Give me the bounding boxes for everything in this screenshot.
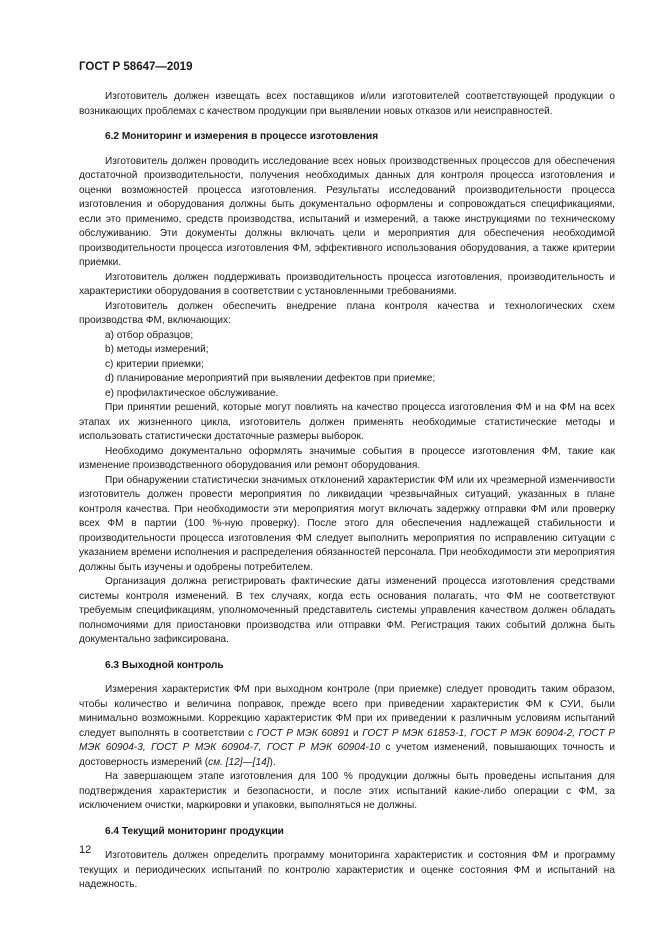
text-run: Измерения характеристик ФМ при выходном контроле (при приемке) следует проводить таким образом, чтобы количество и величина поправок, прежде всего при приведении характеристик ФМ к СУИ, были минимально возможными. Коррекцию характеристик ФМ при их приведении к различным условиям испытаний следует выполнять в соответствии с — [79, 684, 615, 739]
paragraph: При принятии решений, которые могут повлиять на качество процесса изготовления ФМ и на ФМ на всех этапах их жизненного цикла, изготовитель должен применять необходимые статистические методы и использовать статистически достаточные размеры выборок. — [79, 402, 615, 442]
text-run: с учетом изменений, повышающих точность и достоверность измерений ( — [79, 742, 615, 768]
section-6-3-heading: 6.3 Выходной контроль — [105, 659, 224, 671]
section-6-4-heading: 6.4 Текущий мониторинг продукции — [105, 825, 284, 837]
text-run: ). — [269, 756, 276, 768]
list-item: d) планирование мероприятий при выявлении дефектов при приемке; — [105, 373, 436, 384]
paragraph: При обнаружении статистически значимых отклонений характеристик ФМ или их чрезмерной изменчивости изготовитель должен провести мероприятия по ликвидации чрезвычайных ситуаций, указанных в плане контроля качества. При необходимости эти мероприятия могут включать задержку отправки ФМ или проверку всех ФМ в партии (100 %-ную проверку). После этого для обеспечения надлежащей стабильности и производительности процесса изготовления ФМ следует выполнить мероприятия по исправлению ситуации с указанием времени исполнения и распределения обязанностей персонала. При необходимости эти мероприятия должны быть изучены и одобрены потребителем. — [79, 474, 615, 573]
list-item: c) критерии приемки; — [105, 358, 204, 370]
list-item: a) отбор образцов; — [105, 329, 194, 341]
list-item: e) профилактическое обслуживание. — [105, 387, 279, 399]
page-number: 12 — [79, 844, 92, 856]
page-content — [79, 90, 615, 893]
text-run: и — [349, 727, 363, 739]
standard-reference: ГОСТ Р МЭК 61853-1, ГОСТ Р МЭК 60904-2, ГОСТ Р МЭК 60904-3, ГОСТ Р МЭК 60904-7, ГОСТ Р МЭК 60904-10 — [79, 727, 616, 753]
intro-paragraph: Изготовитель должен извещать всех поставщиков и/или изготовителей соответствующей продукции о возникающих проблемах с качеством продукции при выявлении новых отказов или неисправностей. — [79, 91, 615, 117]
paragraph: Необходимо документально оформлять значимые события в процессе изготовления ФМ, такие как изменение производственного оборудования или ремонт оборудования. — [79, 445, 615, 471]
list-item: b) методы измерений; — [105, 344, 209, 355]
paragraph — [79, 683, 615, 770]
section-6-2-heading: 6.2 Мониторинг и измерения в процессе изготовления — [105, 131, 379, 142]
paragraph: На завершающем этапе изготовления для 100 % продукции должны быть проведены испытания для подтверждения характеристик и безопасности, и после этих испытаний какие-либо операции с ФМ, за исключением очистки, маркировки и упаковки, выполняться не должны. — [79, 771, 615, 811]
paragraph: Изготовитель должен обеспечить внедрение плана контроля качества и технологических схем производства ФМ, включающих: — [79, 300, 615, 326]
standard-reference: ГОСТ Р МЭК 60891 — [256, 727, 350, 739]
bibliography-reference: см. [12]—[14] — [208, 756, 270, 768]
paragraph: Изготовитель должен проводить исследование всех новых производственных процессов для обеспечения достаточной производительности, получения необходимых данных для контроля процесса изготовления и оценки возможностей процесса изготовления. Результаты исследований производительности процесса изготовления и оборудования должны быть документально оформлены и сопровождаться спецификациями, если это применимо, средств производства, испытаний и измерений, а также инструкциями по техническому обслуживанию. Эти документы должны включать цели и мероприятия для обеспечения необходимой производительности процесса изготовления ФМ, эффективного использования оборудования, а также критерии приемки. — [79, 155, 615, 268]
paragraph: Организация должна регистрировать фактические даты изменений процесса изготовления средствами системы контроля изменений. В тех случаях, когда есть основания полагать, что ФМ не соответствуют требуемым спецификациям, уполномоченный представитель системы управления качеством должен обладать полномочиями для приостановки производства или отправки ФМ. Регистрация таких событий должна быть документально зафиксирована. — [79, 576, 615, 645]
paragraph: Изготовитель должен определить программу мониторинга характеристик и состояния ФМ и программу текущих и периодических испытаний по контролю характеристик и оценке состояния ФМ и испытаний на надежность. — [79, 850, 615, 890]
document-id-header: ГОСТ Р 58647—2019 — [79, 61, 193, 73]
paragraph: Изготовитель должен поддерживать производительность процесса изготовления, производительность и характеристики оборудования в соответствии с установленными требованиями. — [79, 271, 615, 297]
